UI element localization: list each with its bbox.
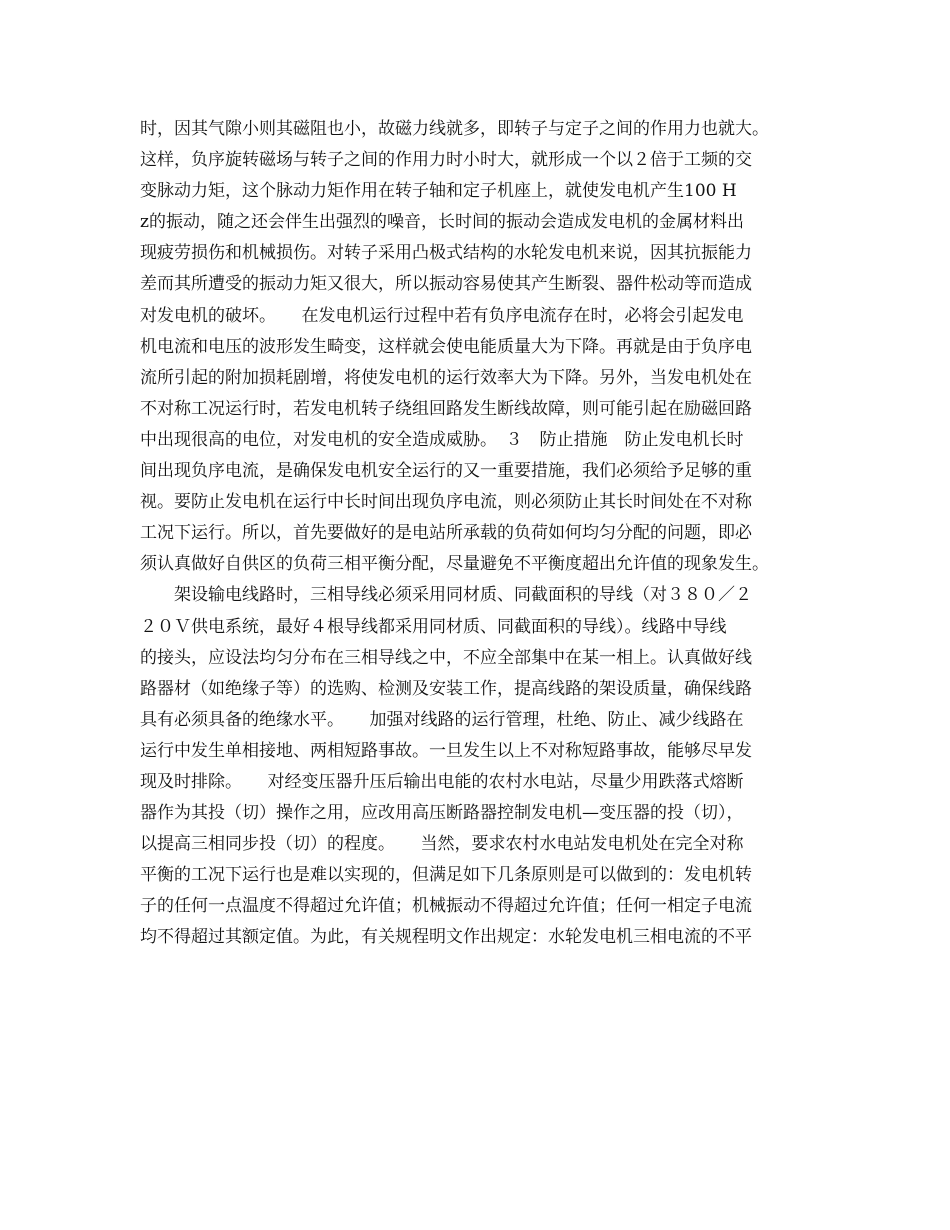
text-line: 须认真做好自供区的负荷三相平衡分配，尽量避免不平衡度超出允许值的现象发生。 [140,554,769,575]
text-line: 子的任何一点温度不得超过允许值；机械振动不得超过允许值；任何一相定子电流 [140,896,752,917]
text-line: 现及时排除。 对经变压器升压后输出电能的农村水电站，尽量少用跌落式熔断 [140,771,744,792]
text-line: 这样，负序旋转磁场与转子之间的作用力时小时大，就形成一个以２倍于工频的交 [140,150,752,171]
text-line: 运行中发生单相接地、两相短路事故。一旦发生以上不对称短路事故，能够尽早发 [140,740,752,761]
text-line: 器作为其投（切）操作之用，应改用高压断路器控制发电机—变压器的投（切）， [140,803,744,824]
text-line: 不对称工况运行时，若发电机转子绕组回路发生断线故障，则可能引起在励磁回路 [140,398,752,419]
text-line: 对发电机的破坏。 在发电机运行过程中若有负序电流存在时，必将会引起发电 [140,305,744,326]
text-line: 路器材（如绝缘子等）的选购、检测及安装工作，提高线路的架设质量，确保线路 [140,678,752,699]
text-line: 变脉动力矩，这个脉动力矩作用在转子轴和定子机座上，就使发电机产生100 H [140,181,737,202]
text-line: 均不得超过其额定值。为此，有关规程明文作出规定：水轮发电机三相电流的不平 [140,927,752,948]
text-line: 视。要防止发电机在运行中长时间出现负序电流，则必须防止其长时间处在不对称 [140,492,752,513]
text-line: z的振动，随之还会伴生出强烈的噪音，长时间的振动会造成发电机的金属材料出 [140,212,744,233]
text-line: 以提高三相同步投（切）的程度。 当然，要求农村水电站发电机处在完全对称 [140,834,744,855]
text-line: 平衡的工况下运行也是难以实现的，但满足如下几条原则是可以做到的：发电机转 [140,865,752,886]
text-line: 差而其所遭受的振动力矩又很大，所以振动容易使其产生断裂、器件松动等而造成 [140,274,752,295]
text-line: 具有必须具备的绝缘水平。 加强对线路的运行管理，杜绝、防止、减少线路在 [140,709,744,730]
text-line: 架设输电线路时，三相导线必须采用同材质、同截面积的导线（对３８０／２ [140,585,752,606]
text-line: ２０Ｖ供电系统，最好４根导线都采用同材质、同截面积的导线）。线路中导线 [140,616,727,637]
text-line: 的接头，应设法均匀分布在三相导线之中，不应全部集中在某一相上。认真做好线 [140,647,752,668]
text-line: 流所引起的附加损耗剧增，将使发电机的运行效率大为下降。另外，当发电机处在 [140,367,752,388]
text-line: 中出现很高的电位，对发电机的安全造成威胁。 ３ 防止措施 防止发电机长时 [140,429,744,450]
text-line: 时，因其气隙小则其磁阻也小，故磁力线就多，即转子与定子之间的作用力也就大。 [140,119,769,139]
text-line: 间出现负序电流，是确保发电机安全运行的又一重要措施，我们必须给予足够的重 [140,461,752,482]
text-line: 机电流和电压的波形发生畸变，这样就会使电能质量大为下降。再就是由于负序电 [140,336,752,357]
body-text [140,114,830,954]
text-line: 现疲劳损伤和机械损伤。对转子采用凸极式结构的水轮发电机来说，因其抗振能力 [140,243,752,264]
text-line: 工况下运行。所以，首先要做好的是电站所承载的负荷如何均匀分配的问题，即必 [140,523,752,544]
